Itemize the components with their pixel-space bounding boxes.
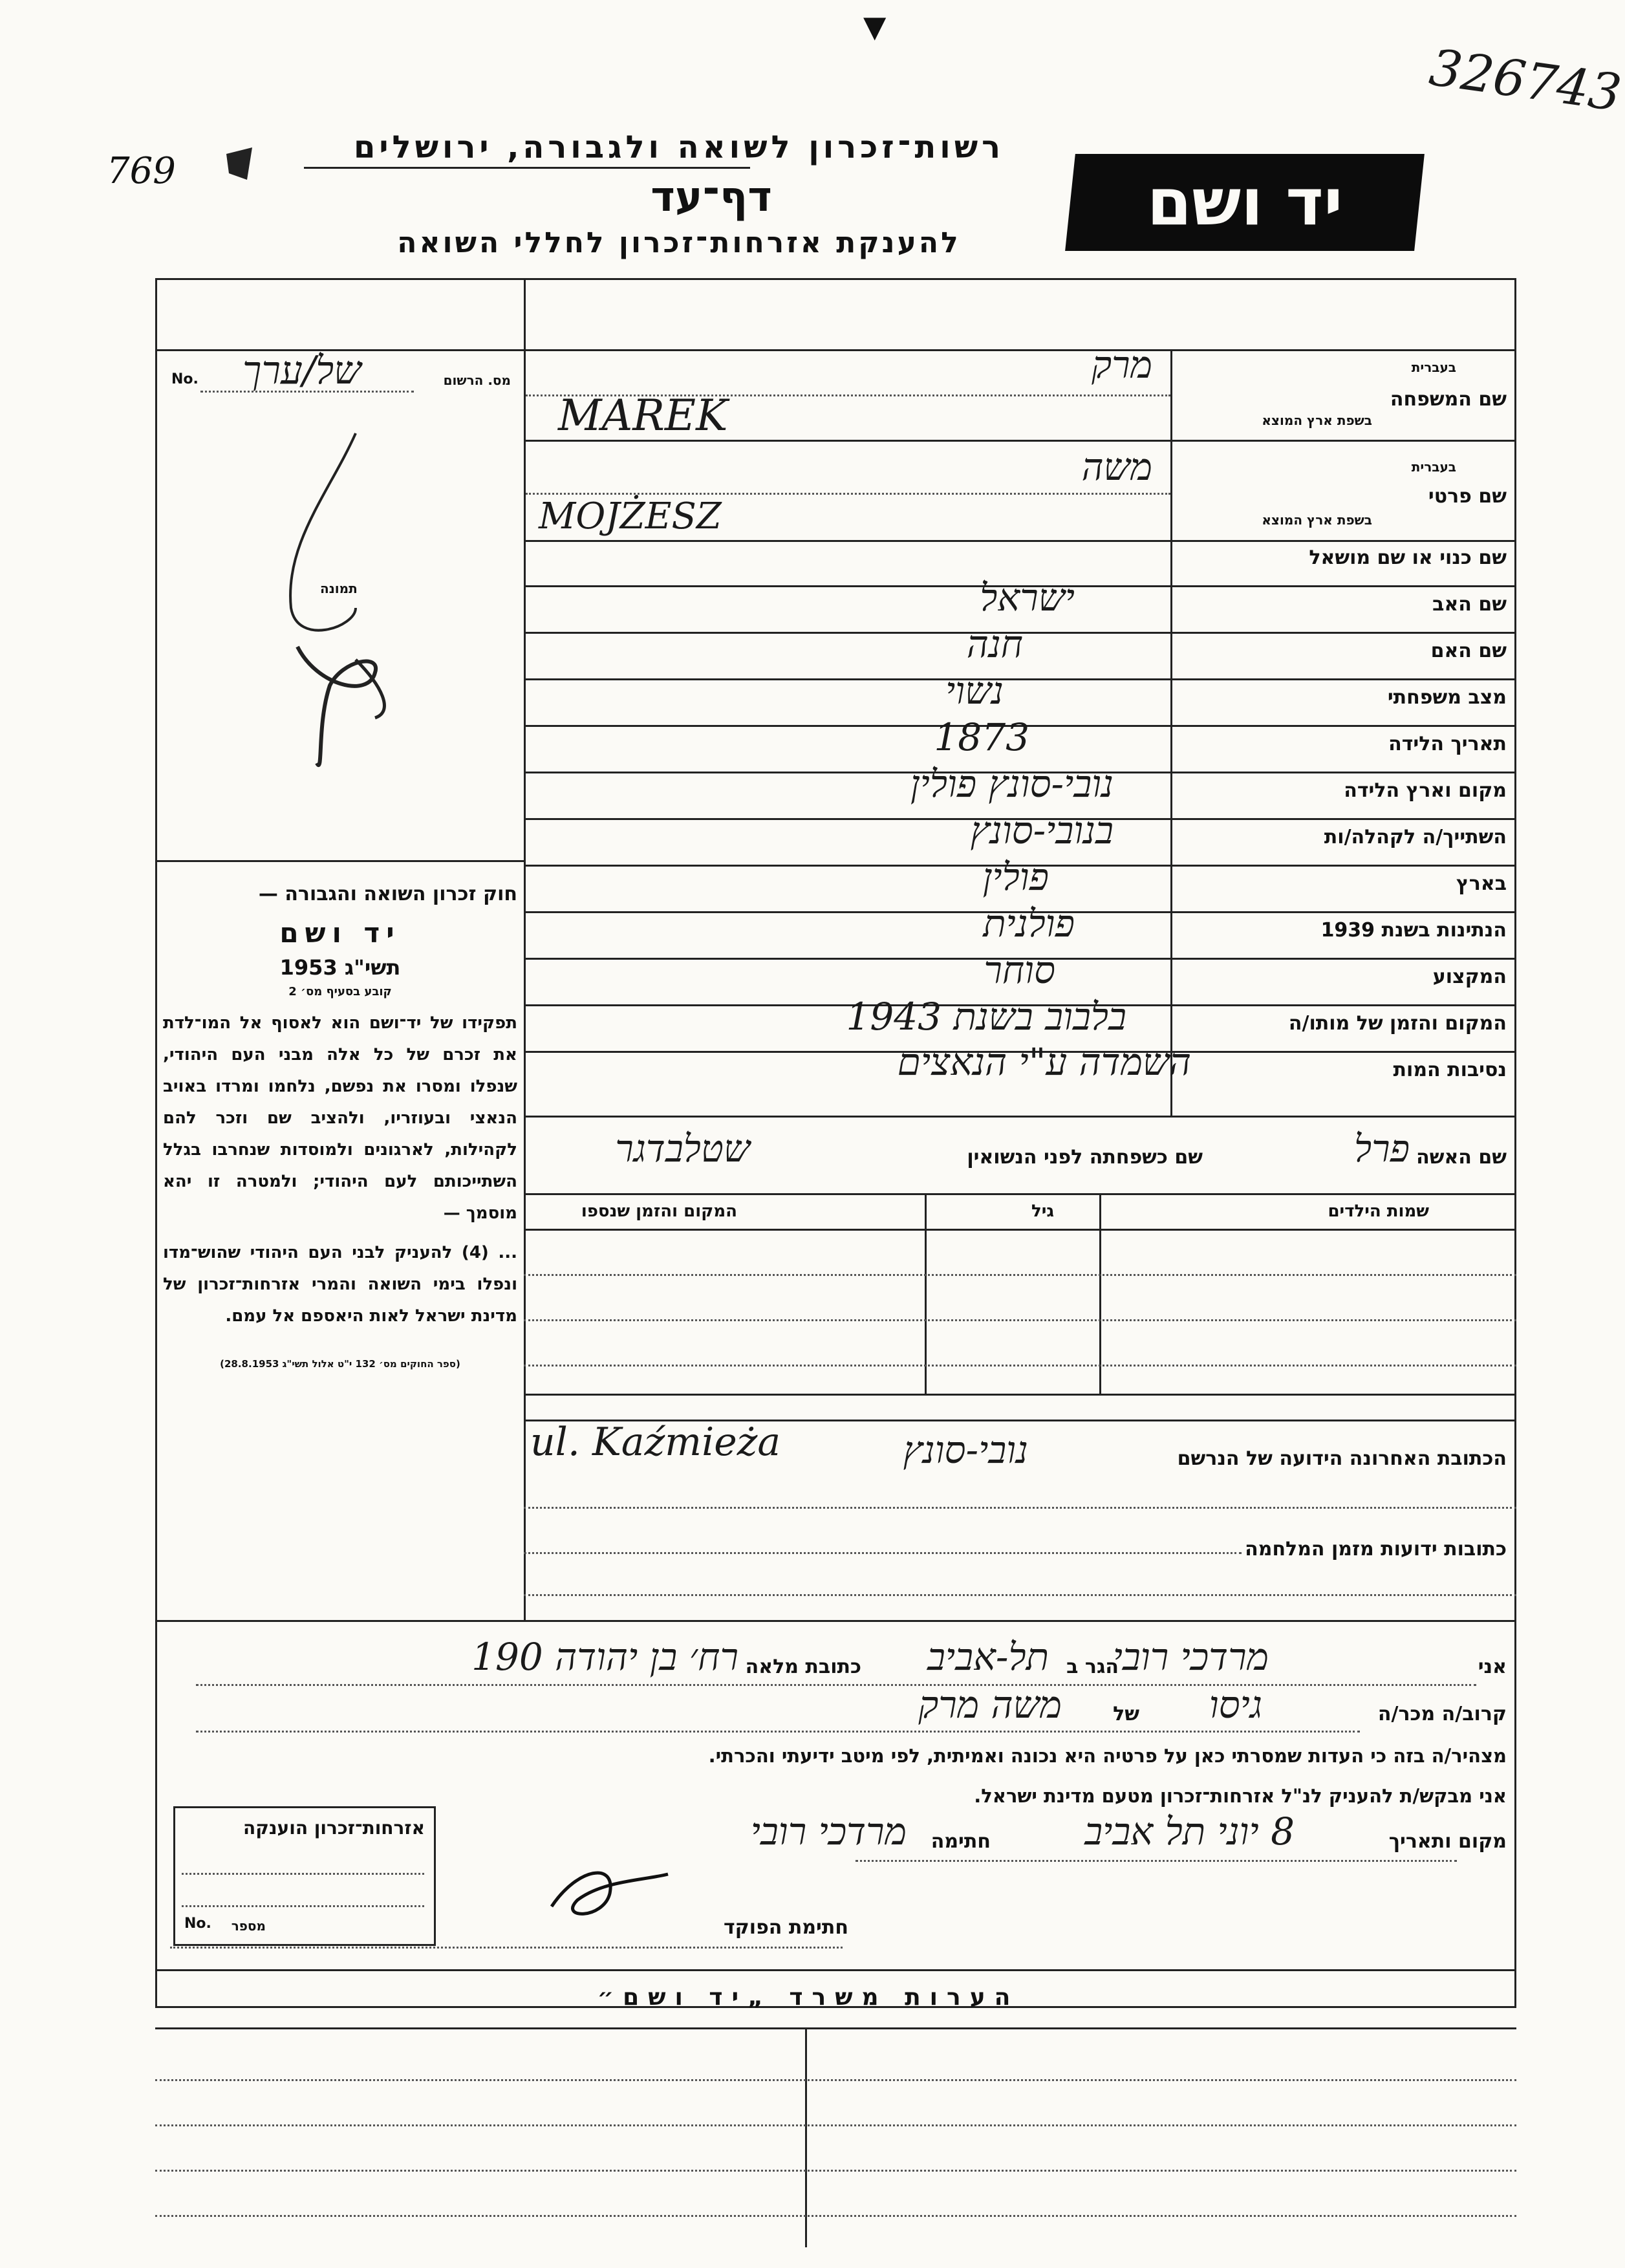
witness-row1-dots [196, 1684, 1476, 1686]
of-value: משה מרק [918, 1683, 1062, 1727]
logo-text: יד ושם [1146, 164, 1343, 240]
witness-resides-label: הגר ב [1066, 1656, 1119, 1678]
mother-value: חנה [966, 622, 1023, 666]
photo-scribble [162, 414, 517, 854]
given-name-label: שם פרטי [1428, 485, 1507, 508]
maiden-value: שטלבדגר [615, 1127, 750, 1171]
yad-vashem-logo [1065, 154, 1425, 251]
photo-area [162, 414, 517, 854]
profession-label: המקצוע [1432, 966, 1507, 988]
office-notes-title: הערות משרד „יד ושם״ [597, 1984, 1020, 2011]
community-value: בנובי-סונץ [970, 808, 1114, 852]
wife-value: פרל [1353, 1127, 1410, 1171]
father-label: שם האב [1432, 593, 1507, 616]
photo-label: תמונה [320, 581, 358, 596]
law-year: תשי"ג 1953 [279, 955, 401, 980]
death-place-value: בלבוב בשנת 1943 [846, 995, 1126, 1039]
signature-value: מרדכי רובי [750, 1809, 907, 1853]
address-dots-1 [524, 1507, 1516, 1509]
country-value: פולין [982, 855, 1049, 899]
law-block [163, 883, 517, 1370]
top-mark: ▼ [863, 9, 887, 44]
children-header-age: גיל [1031, 1202, 1054, 1221]
registration-no-label: No. [171, 371, 199, 387]
citizenship-dots-1 [182, 1873, 424, 1875]
form-subtitle: להענקת אזרחות־זכרון לחללי השואה [397, 226, 961, 259]
row-line-4 [526, 678, 1514, 680]
citizenship-num-label: מספר [231, 1918, 266, 1934]
signature-label: חתימה [931, 1830, 991, 1853]
form-top-border [155, 278, 1516, 280]
birthplace-value: נובי-סונץ פולין [910, 762, 1114, 806]
notes-dots-4 [155, 2215, 1516, 2217]
children-header-line [524, 1229, 1516, 1231]
last-address-hebrew: נובי-סונץ [903, 1428, 1028, 1472]
children-row-2 [524, 1319, 1516, 1321]
witness-name: מרדכי רובי [1112, 1635, 1269, 1679]
address-dots-3 [524, 1594, 1516, 1596]
wife-top-line [524, 1116, 1516, 1118]
given-hebrew: משה [1081, 445, 1152, 489]
registration-value: של/ערך [242, 348, 361, 393]
given-sep [526, 493, 1170, 495]
officer-dots [170, 1947, 843, 1949]
photo-bottom-line [155, 860, 524, 862]
notes-top-line [155, 1969, 1516, 1971]
declaration-text: מצהיר/ה בזה כי העדות שמסרתי כאן על פרטיה היא נכונה ואמיתית, לפי מיטב ידיעתי והכרתי. [708, 1745, 1507, 1767]
page-number: 769 [107, 150, 176, 192]
of-label: של [1113, 1703, 1139, 1725]
father-value: ישראל [980, 576, 1075, 620]
witness-addr-value: רח׳ בן יהודה 190 [471, 1635, 738, 1679]
children-row-3 [524, 1365, 1516, 1366]
profession-value: סוחר [984, 948, 1055, 992]
notes-divider [805, 2027, 807, 2247]
children-col-2 [925, 1193, 927, 1394]
given-latin: MOJŻESZ [539, 495, 722, 537]
community-label: השתייך/ה לקהלה/ות [1324, 826, 1507, 848]
children-bottom-line [524, 1394, 1516, 1396]
wife-label: שם האשה [1416, 1146, 1507, 1169]
place-date-label: מקום ותאריך [1388, 1830, 1507, 1853]
given-sub-hebrew: בעברית [1411, 459, 1456, 475]
last-address-label: הכתובת האחרונה הידועה של הנרשם [1177, 1447, 1507, 1470]
address-dots-2 [524, 1552, 1242, 1554]
registration-field [165, 348, 517, 401]
surname-label: שם המשפחה [1390, 388, 1507, 411]
citizenship-no-label: No. [184, 1916, 211, 1932]
notes-header-line [155, 2027, 1516, 2029]
children-top-line [524, 1193, 1516, 1195]
citizenship-dots-2 [182, 1905, 424, 1907]
alias-label: שם כנוי או שם מושאל [1309, 546, 1507, 569]
children-col-1 [1099, 1193, 1101, 1394]
birthplace-label: מקום וארץ הלידה [1344, 779, 1507, 802]
officer-signature-scribble [539, 1855, 681, 1932]
children-row-1 [524, 1274, 1516, 1276]
witness-city: תל-אביב [927, 1635, 1049, 1679]
form-title: דף־עד [651, 173, 772, 221]
witness-section [157, 1622, 1514, 1971]
law-name: יד ושם [279, 917, 401, 949]
witness-addr-label: כתובת מלאה [745, 1656, 861, 1678]
given-bottom-line [526, 540, 1514, 542]
witness-row2-dots [196, 1731, 1360, 1733]
notes-dots-2 [155, 2124, 1516, 2126]
law-clause: קובע בסעיף מס׳ 2 [288, 985, 392, 999]
war-address-label: כתובות ידועות מזמן המלחמה [1245, 1538, 1507, 1561]
witness-ani: אני [1478, 1656, 1507, 1678]
birthdate-label: תאריך הלידה [1388, 733, 1507, 755]
request-text: אני מבקש/ת להעניק לנ"ל אזרחות־זכרון מטעם מדינת ישראל. [974, 1785, 1507, 1807]
nationality-value: פולנית [983, 902, 1075, 945]
death-circumstances-value: השמדה ע"י הנאצים [897, 1040, 1191, 1084]
citizenship-title: אזרחות־זכרון הוענקה [243, 1817, 425, 1839]
country-label: בארץ [1456, 872, 1507, 895]
relative-label: קרוב/ה מכר/ה [1377, 1703, 1507, 1725]
children-header-names: שמות הילדים [1328, 1202, 1429, 1221]
surname-sub-origin: בשפת ארץ המוצא [1262, 413, 1372, 428]
death-circumstances-label: נסיבות המות [1393, 1059, 1507, 1081]
surname-latin: MAREK [558, 391, 728, 440]
birthdate-value: 1873 [934, 715, 1029, 759]
page-corner-mark [226, 147, 252, 180]
citizenship-box [173, 1806, 436, 1946]
death-place-label: המקום והזמן של מותו/ה [1288, 1012, 1507, 1035]
authority-underline [304, 167, 750, 169]
law-body-1: תפקידו של יד־ושם הוא לאסוף אל המו־לדת את זכרם של כל אלה מבני העם היהודי, שנפלו ומסרו את נפשם, נלחמו ומרדו באויב הנאצי ובעוזריו, ולהציב שם וזכר להם לקהילות, לארגונים ולמוסדות שנחרבו בגלל השתייכותם לעם היהודי; ולמטרה זו יהא מוסמך — [163, 1013, 517, 1223]
notes-dots-3 [155, 2170, 1516, 2172]
form-right-border [1514, 278, 1516, 2008]
nationality-label: הנתינות בשנת 1939 [1320, 919, 1507, 942]
mother-label: שם האם [1430, 640, 1507, 662]
relative-value: גיסו [1209, 1683, 1262, 1727]
last-address-latin: ul. Kaźmieża [530, 1420, 781, 1465]
marital-value: נשוי [945, 669, 1004, 713]
surname-sub-hebrew: בעברית [1411, 360, 1456, 375]
law-title: חוק זכרון השואה והגבורה — [258, 883, 517, 905]
maiden-label: שם כשפחתה לפני הנשואין [967, 1146, 1203, 1169]
law-citation: (ספר החוקים מס׳ 132 י"ט אלול תשי"ג 28.8.1953) [220, 1358, 460, 1370]
law-body-2: ... (4) להעניק לבני העם היהודי שהוש־מדו ונפלו בימי השואה והמרי אזרחות־זכרון של מדינת ישראל לאות היאספם אל עמם. [163, 1243, 517, 1326]
stamp-number: 326743 [1426, 38, 1625, 124]
main-fields [526, 343, 1514, 1116]
children-header-place: המקום והזמן שנספו [581, 1202, 737, 1221]
officer-signature-label: חתימת הפוקד [724, 1916, 848, 1939]
given-sub-origin: בשפת ארץ המוצא [1262, 512, 1372, 528]
place-date-value: 8 יוני תל אביב [1084, 1809, 1295, 1853]
notes-dots-1 [155, 2079, 1516, 2081]
surname-hebrew: מרק [1092, 343, 1152, 387]
witness-row3-dots [856, 1860, 1457, 1862]
authority-name: רשות־זכרון לשואה ולגבורה, ירושלים [353, 129, 1005, 166]
marital-label: מצב משפחתי [1387, 686, 1507, 709]
registration-label: מס. הרשום [443, 373, 511, 388]
